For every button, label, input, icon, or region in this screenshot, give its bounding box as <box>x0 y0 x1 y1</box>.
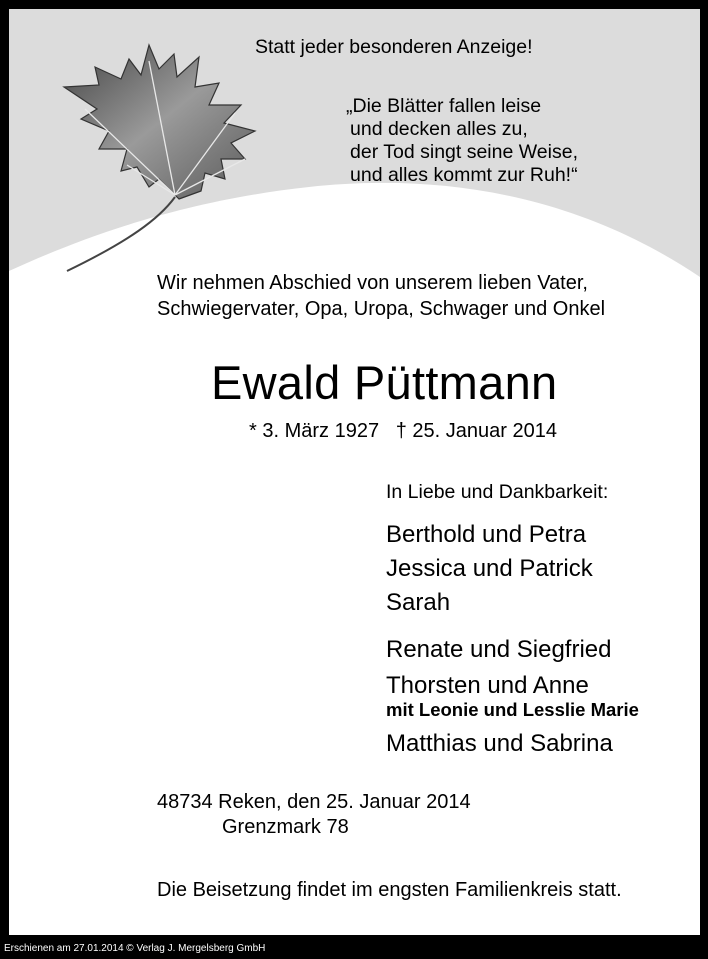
deceased-name: Ewald Püttmann <box>211 356 558 409</box>
mourner-subline: mit Leonie und Lesslie Marie <box>386 699 639 720</box>
mourner-line: Sarah <box>386 589 451 616</box>
publication-footer: Erschienen am 27.01.2014 © Verlag J. Mergelsberg GmbH <box>4 943 266 954</box>
intro-line: Wir nehmen Abschied von unserem lieben Vater, <box>157 272 588 294</box>
obituary-page <box>9 9 700 935</box>
intro-line: Schwiegervater, Opa, Uropa, Schwager und Onkel <box>157 298 606 320</box>
burial-note: Die Beisetzung findet im engsten Familienkreis statt. <box>157 879 622 901</box>
intro-text <box>157 270 605 322</box>
poem-line: der Tod singt seine Weise, <box>350 141 578 163</box>
poem <box>346 95 578 187</box>
header-note: Statt jeder besonderen Anzeige! <box>255 36 533 58</box>
mourner-line: Thorsten und Anne <box>386 672 589 699</box>
thanks-line: In Liebe und Dankbarkeit: <box>386 481 609 503</box>
mourner-line: Jessica und Patrick <box>386 555 593 582</box>
mourner-line: Berthold und Petra <box>386 521 587 548</box>
street-address: Grenzmark 78 <box>222 816 349 838</box>
place-date: 48734 Reken, den 25. Januar 2014 <box>157 791 471 813</box>
poem-line: „Die Blätter fallen leise <box>346 95 542 117</box>
life-dates: * 3. März 1927 † 25. Januar 2014 <box>249 420 557 442</box>
poem-line: und alles kommt zur Ruh!“ <box>350 164 578 186</box>
poem-line: und decken alles zu, <box>350 118 528 140</box>
mourner-line: Matthias und Sabrina <box>386 730 613 757</box>
mourner-line: Renate und Siegfried <box>386 636 612 663</box>
